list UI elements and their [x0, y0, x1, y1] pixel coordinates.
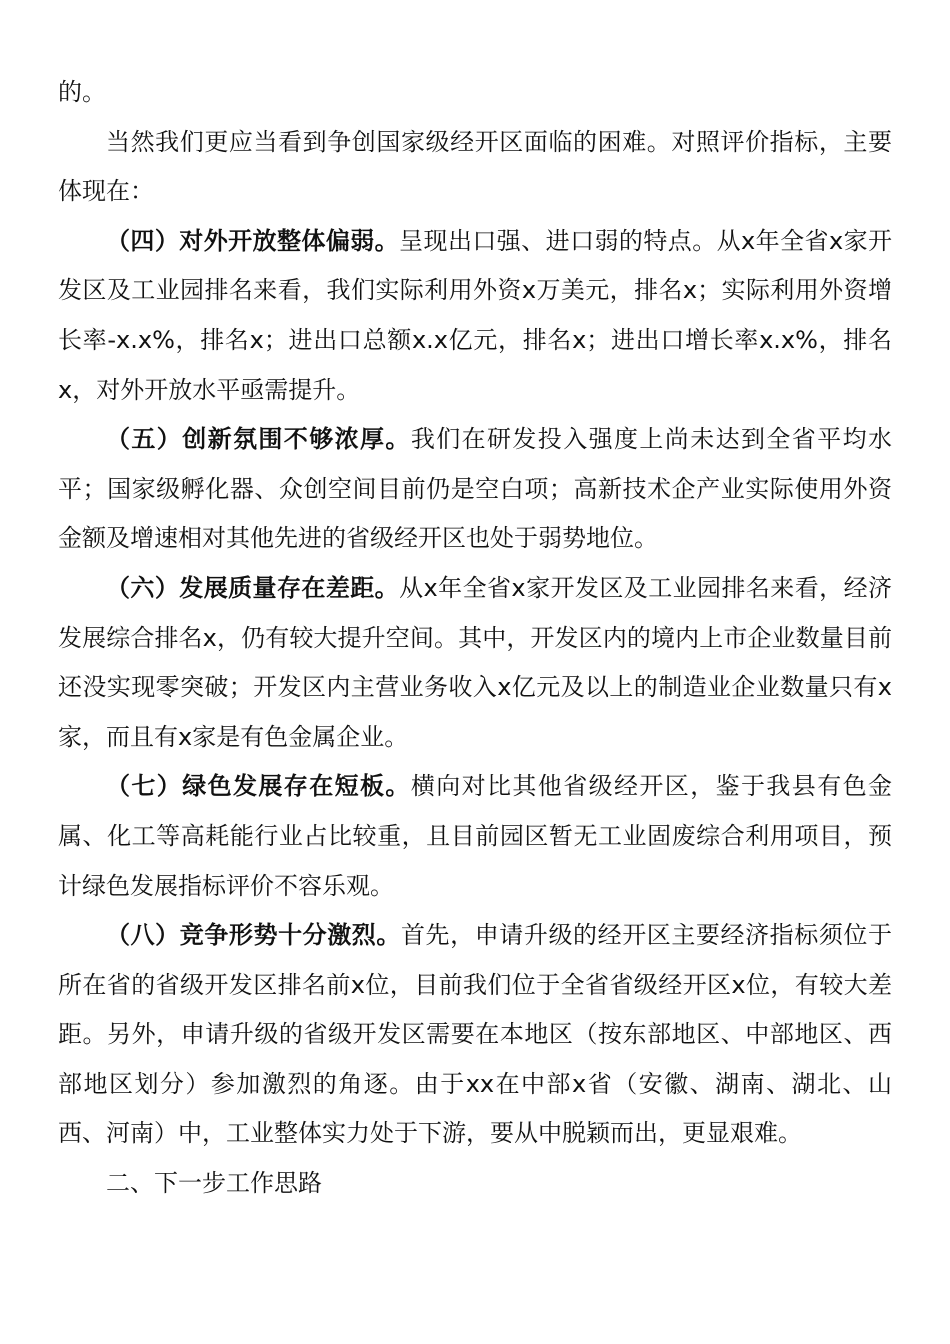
paragraph-heading: （六）发展质量存在差距。	[106, 573, 400, 602]
paragraph-item-7	[58, 762, 892, 911]
paragraph-heading: （八）竞争形势十分激烈。	[106, 921, 401, 950]
paragraph-text: 呈现出口强、进口弱的特点。从x年全省x家开发区及工业园排名来看，我们实际利用外资x万美元，排名x；实际利用外资增长率-x.x%，排名x；进出口总额x.x亿元，排名x；进出口增长率x.x%，排名x，对外开放水平亟需提升。	[58, 226, 893, 404]
paragraph-item-4	[58, 217, 892, 415]
paragraph-text: 我们在研发投入强度上尚未达到全省平均水平；国家级孵化器、众创空间目前仍是空白项；高新技术企产业实际使用外资金额及增速相对其他先进的省级经开区也处于弱势地位。	[58, 425, 893, 553]
paragraph-item-5	[58, 415, 892, 564]
paragraph-item-6	[58, 564, 892, 762]
section-heading	[58, 1159, 892, 1209]
paragraph-text: 的。	[58, 78, 106, 106]
paragraph-item-8	[58, 911, 892, 1159]
paragraph-text: 当然我们更应当看到争创国家级经开区面临的困难。对照评价指标，主要体现在：	[58, 127, 892, 206]
paragraph-text: 横向对比其他省级经开区，鉴于我县有色金属、化工等高耗能行业占比较重，且目前园区暂无工业固废综合利用项目，预计绿色发展指标评价不容乐观。	[58, 772, 893, 900]
paragraph-text: 从x年全省x家开发区及工业园排名来看，经济发展综合排名x，仍有较大提升空间。其中，开发区内的境内上市企业数量目前还没实现零突破；开发区内主营业务收入x亿元及以上的制造业企业数量只有x家，而且有x家是有色金属企业。	[58, 573, 893, 751]
paragraph-heading: （七）绿色发展存在短板。	[106, 772, 411, 801]
paragraph-text: 首先，申请升级的经开区主要经济指标须位于所在省的省级开发区排名前x位，目前我们位于全省省级经开区x位，有较大差距。另外，申请升级的省级开发区需要在本地区（按东部地区、中部地区、西部地区划分）参加激烈的角逐。由于xx在中部x省（安徽、湖南、湖北、山西、河南）中，工业整体实力处于下游，要从中脱颖而出，更显艰难。	[58, 921, 892, 1148]
paragraph-intro	[58, 118, 892, 217]
paragraph-heading: （四）对外开放整体偏弱。	[106, 226, 400, 255]
paragraph-continuation	[58, 68, 892, 118]
section-title: 二、下一步工作思路	[106, 1169, 322, 1198]
document-body	[58, 68, 892, 1209]
paragraph-heading: （五）创新氛围不够浓厚。	[106, 425, 411, 454]
